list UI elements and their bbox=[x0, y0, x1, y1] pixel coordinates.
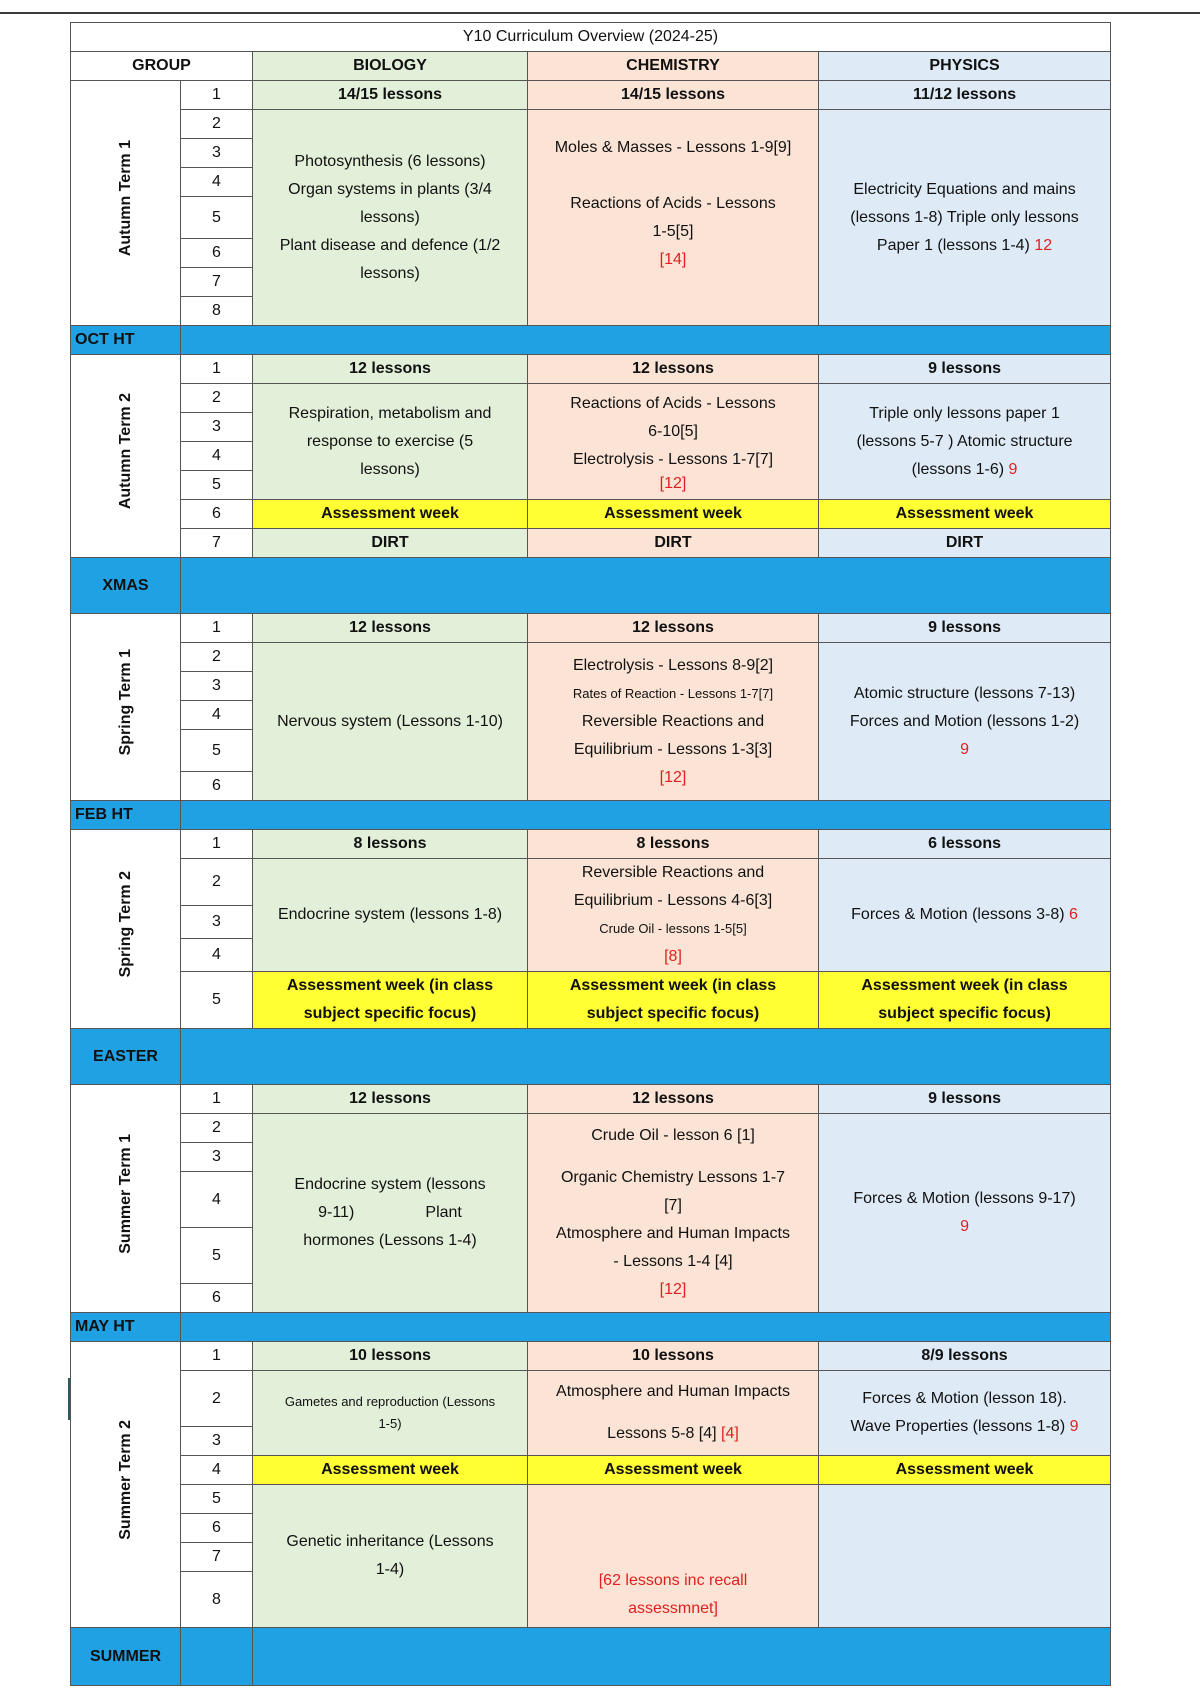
top-rule bbox=[0, 12, 1200, 14]
bio-topic: Endocrine system (lessons 9-11) Plant hormones (Lessons 1-4) bbox=[253, 1114, 528, 1313]
week-number: 4 bbox=[181, 1456, 253, 1485]
bio-lesson-count: 14/15 lessons bbox=[253, 81, 528, 110]
holiday-feb-ht: FEB HT bbox=[71, 801, 181, 830]
term-spring-2: Spring Term 2 bbox=[71, 830, 181, 1029]
phys-assessment-week: Assessment week bbox=[819, 500, 1111, 529]
phys-lesson-count: 6 lessons bbox=[819, 830, 1111, 859]
term-autumn-2: Autumn Term 2 bbox=[71, 355, 181, 558]
week-number: 8 bbox=[181, 1572, 253, 1628]
bio-topic: Gametes and reproduction (Lessons 1-5) bbox=[253, 1371, 528, 1456]
week-number: 3 bbox=[181, 1427, 253, 1456]
week-number: 5 bbox=[181, 1485, 253, 1514]
phys-lesson-count: 9 lessons bbox=[819, 614, 1111, 643]
week-number: 6 bbox=[181, 1514, 253, 1543]
term-summer-2: Summer Term 2 bbox=[71, 1342, 181, 1628]
chem-topic: Reversible Reactions and Equilibrium - Lessons 4-6[3] Crude Oil - lessons 1-5[5] [8] bbox=[528, 859, 819, 972]
bio-assessment-week: Assessment week (in class subject specific focus) bbox=[253, 972, 528, 1029]
holiday-band bbox=[181, 801, 1111, 830]
chem-lesson-count: 12 lessons bbox=[528, 355, 819, 384]
week-number: 7 bbox=[181, 529, 253, 558]
week-number: 6 bbox=[181, 239, 253, 268]
phys-lesson-count: 9 lessons bbox=[819, 1085, 1111, 1114]
phys-assessment-week: Assessment week (in class subject specific focus) bbox=[819, 972, 1111, 1029]
week-number: 5 bbox=[181, 972, 253, 1029]
chem-dirt: DIRT bbox=[528, 529, 819, 558]
week-number: 1 bbox=[181, 1085, 253, 1114]
week-number: 4 bbox=[181, 168, 253, 197]
week-number: 1 bbox=[181, 1342, 253, 1371]
chem-assessment-week: Assessment week bbox=[528, 500, 819, 529]
holiday-band bbox=[253, 1628, 1111, 1686]
bio-lesson-count: 12 lessons bbox=[253, 614, 528, 643]
week-number: 6 bbox=[181, 1284, 253, 1313]
week-number: 3 bbox=[181, 672, 253, 701]
phys-lesson-count: 11/12 lessons bbox=[819, 81, 1111, 110]
week-number: 4 bbox=[181, 442, 253, 471]
header-biology: BIOLOGY bbox=[253, 52, 528, 81]
week-number: 4 bbox=[181, 701, 253, 730]
week-number: 3 bbox=[181, 139, 253, 168]
chem-topic: Reactions of Acids - Lessons 6-10[5] Electrolysis - Lessons 1-7[7] [12] bbox=[528, 384, 819, 500]
bio-topic: Photosynthesis (6 lessons) Organ systems in plants (3/4 lessons) Plant disease and defence (1/2 lessons) bbox=[253, 110, 528, 326]
holiday-band bbox=[181, 326, 1111, 355]
chem-lesson-count: 12 lessons bbox=[528, 1085, 819, 1114]
term-summer-1: Summer Term 1 bbox=[71, 1085, 181, 1313]
week-number: 3 bbox=[181, 906, 253, 939]
chem-lesson-count: 10 lessons bbox=[528, 1342, 819, 1371]
curriculum-table bbox=[70, 22, 1111, 1686]
holiday-band bbox=[181, 1628, 253, 1686]
phys-topic: Triple only lessons paper 1 (lessons 5-7 ) Atomic structure (lessons 1-6) 9 bbox=[819, 384, 1111, 500]
phys-lesson-count: 9 lessons bbox=[819, 355, 1111, 384]
chem-total-lessons: [62 lessons inc recall assessmnet] bbox=[528, 1485, 819, 1628]
holiday-band bbox=[181, 1313, 1111, 1342]
phys-dirt: DIRT bbox=[819, 529, 1111, 558]
chem-lesson-count: 12 lessons bbox=[528, 614, 819, 643]
bio-assessment-week: Assessment week bbox=[253, 500, 528, 529]
phys-topic: Forces & Motion (lessons 9-17) 9 bbox=[819, 1114, 1111, 1313]
chem-topic: Crude Oil - lesson 6 [1] Organic Chemistry Lessons 1-7 [7] Atmosphere and Human Impacts - Lessons 1-4 [4] [12] bbox=[528, 1114, 819, 1313]
holiday-may-ht: MAY HT bbox=[71, 1313, 181, 1342]
week-number: 2 bbox=[181, 859, 253, 906]
header-group: GROUP bbox=[71, 52, 253, 81]
term-spring-1: Spring Term 1 bbox=[71, 614, 181, 801]
week-number: 7 bbox=[181, 1543, 253, 1572]
week-number: 2 bbox=[181, 384, 253, 413]
week-number: 2 bbox=[181, 110, 253, 139]
bio-assessment-week: Assessment week bbox=[253, 1456, 528, 1485]
phys-empty bbox=[819, 1485, 1111, 1628]
holiday-summer: SUMMER bbox=[71, 1628, 181, 1686]
week-number: 5 bbox=[181, 730, 253, 772]
week-number: 1 bbox=[181, 81, 253, 110]
bio-lesson-count: 8 lessons bbox=[253, 830, 528, 859]
chem-assessment-week: Assessment week (in class subject specific focus) bbox=[528, 972, 819, 1029]
bio-lesson-count: 10 lessons bbox=[253, 1342, 528, 1371]
week-number: 6 bbox=[181, 500, 253, 529]
holiday-oct-ht: OCT HT bbox=[71, 326, 181, 355]
phys-topic: Forces & Motion (lesson 18). Wave Properties (lessons 1-8) 9 bbox=[819, 1371, 1111, 1456]
term-autumn-1: Autumn Term 1 bbox=[71, 81, 181, 326]
week-number: 7 bbox=[181, 268, 253, 297]
bio-topic: Endocrine system (lessons 1-8) bbox=[253, 859, 528, 972]
week-number: 4 bbox=[181, 1172, 253, 1228]
phys-topic: Forces & Motion (lessons 3-8) 6 bbox=[819, 859, 1111, 972]
chem-topic: Electrolysis - Lessons 8-9[2] Rates of Reaction - Lessons 1-7[7] Reversible Reactions and Equilibrium - Lessons 1-3[3] [12] bbox=[528, 643, 819, 801]
chem-lesson-count: 8 lessons bbox=[528, 830, 819, 859]
week-number: 4 bbox=[181, 939, 253, 972]
week-number: 2 bbox=[181, 1114, 253, 1143]
holiday-easter: EASTER bbox=[71, 1029, 181, 1085]
week-number: 1 bbox=[181, 614, 253, 643]
week-number: 3 bbox=[181, 1143, 253, 1172]
bio-topic: Genetic inheritance (Lessons 1-4) bbox=[253, 1485, 528, 1628]
holiday-xmas: XMAS bbox=[71, 558, 181, 614]
week-number: 5 bbox=[181, 1228, 253, 1284]
bio-topic: Respiration, metabolism and response to exercise (5 lessons) bbox=[253, 384, 528, 500]
week-number: 2 bbox=[181, 1371, 253, 1427]
holiday-band bbox=[181, 1029, 1111, 1085]
phys-topic: Electricity Equations and mains (lessons 1-8) Triple only lessons Paper 1 (lessons 1-4) 12 bbox=[819, 110, 1111, 326]
bio-lesson-count: 12 lessons bbox=[253, 355, 528, 384]
phys-assessment-week: Assessment week bbox=[819, 1456, 1111, 1485]
bio-topic: Nervous system (Lessons 1-10) bbox=[253, 643, 528, 801]
week-number: 2 bbox=[181, 643, 253, 672]
bio-dirt: DIRT bbox=[253, 529, 528, 558]
chem-topic: Atmosphere and Human Impacts Lessons 5-8 [4] [4] bbox=[528, 1371, 819, 1456]
chem-assessment-week: Assessment week bbox=[528, 1456, 819, 1485]
week-number: 8 bbox=[181, 297, 253, 326]
chem-topic: Moles & Masses - Lessons 1-9[9] Reactions of Acids - Lessons 1-5[5] [14] bbox=[528, 110, 819, 326]
header-chemistry: CHEMISTRY bbox=[528, 52, 819, 81]
page-title: Y10 Curriculum Overview (2024-25) bbox=[71, 23, 1111, 52]
week-number: 5 bbox=[181, 471, 253, 500]
week-number: 3 bbox=[181, 413, 253, 442]
week-number: 1 bbox=[181, 830, 253, 859]
holiday-band bbox=[181, 558, 1111, 614]
header-physics: PHYSICS bbox=[819, 52, 1111, 81]
phys-topic: Atomic structure (lessons 7-13) Forces and Motion (lessons 1-2) 9 bbox=[819, 643, 1111, 801]
bio-lesson-count: 12 lessons bbox=[253, 1085, 528, 1114]
week-number: 6 bbox=[181, 772, 253, 801]
chem-lesson-count: 14/15 lessons bbox=[528, 81, 819, 110]
phys-lesson-count: 8/9 lessons bbox=[819, 1342, 1111, 1371]
week-number: 1 bbox=[181, 355, 253, 384]
week-number: 5 bbox=[181, 197, 253, 239]
